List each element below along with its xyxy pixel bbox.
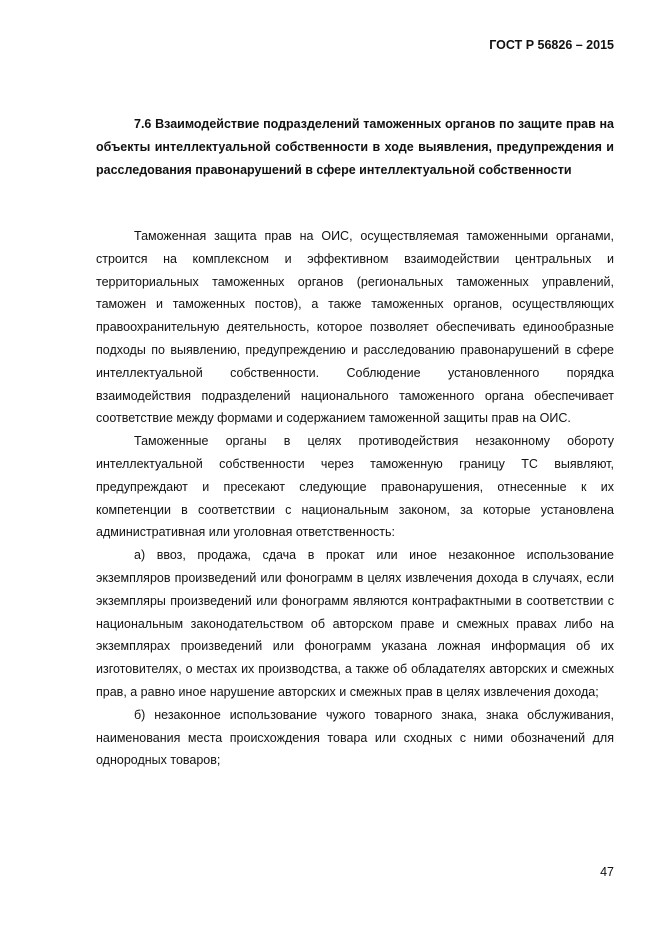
section-number: 7.6 — [134, 117, 152, 131]
document-code: ГОСТ Р 56826 – 2015 — [489, 38, 614, 52]
section-heading — [96, 113, 614, 182]
paragraph: Таможенная защита прав на ОИС, осуществляемая таможенными органами, строится на комплексном и эффективном взаимодействии центральных и территориальных таможенных органов (региональных таможенных управлений, таможен и таможенных постов), а также таможенных органов, осуществляющих правоохранительную деятельность, которое позволяет обеспечивать единообразные подходы по выявлению, предупреждению и расследованию правонарушений в сфере интеллектуальной собственности. Соблюдение установленного порядка взаимодействия подразделений национального таможенного органа обеспечивает соответствие между формами и содержанием таможенной защиты прав на ОИС. — [96, 229, 614, 426]
body-text — [96, 225, 614, 772]
paragraph: Таможенные органы в целях противодействия незаконному обороту интеллектуальной собственности через таможенную границу ТС выявляют, предупреждают и пресекают следующие правонарушения, отнесенные к их компетенции в соответствии с национальным законом, за которые установлена административная или уголовная ответственность: — [96, 434, 614, 540]
page-number: 47 — [600, 865, 614, 879]
list-item-a: а) ввоз, продажа, сдача в прокат или иное незаконное использование экземпляров произведений или фонограмм в целях извлечения дохода в случаях, если экземпляры произведений или фонограмм являются контрафактными в соответствии с национальным законодательством об авторском праве и смежных правах либо на экземплярах произведений или фонограмм указана ложная информация об их изготовителях, о местах их производства, а также об обладателях авторских и смежных прав, а равно иное нарушение авторских и смежных прав в целях извлечения дохода; — [96, 548, 614, 699]
list-item-b: б) незаконное использование чужого товарного знака, знака обслуживания, наименования места происхождения товара или сходных с ними обозначений для однородных товаров; — [96, 707, 614, 768]
section-title: Взаимодействие подразделений таможенных органов по защите прав на объекты интеллектуальной собственности в ходе выявления, предупреждения и расследования правонарушений в сфере интеллектуальной собственности — [96, 117, 614, 177]
